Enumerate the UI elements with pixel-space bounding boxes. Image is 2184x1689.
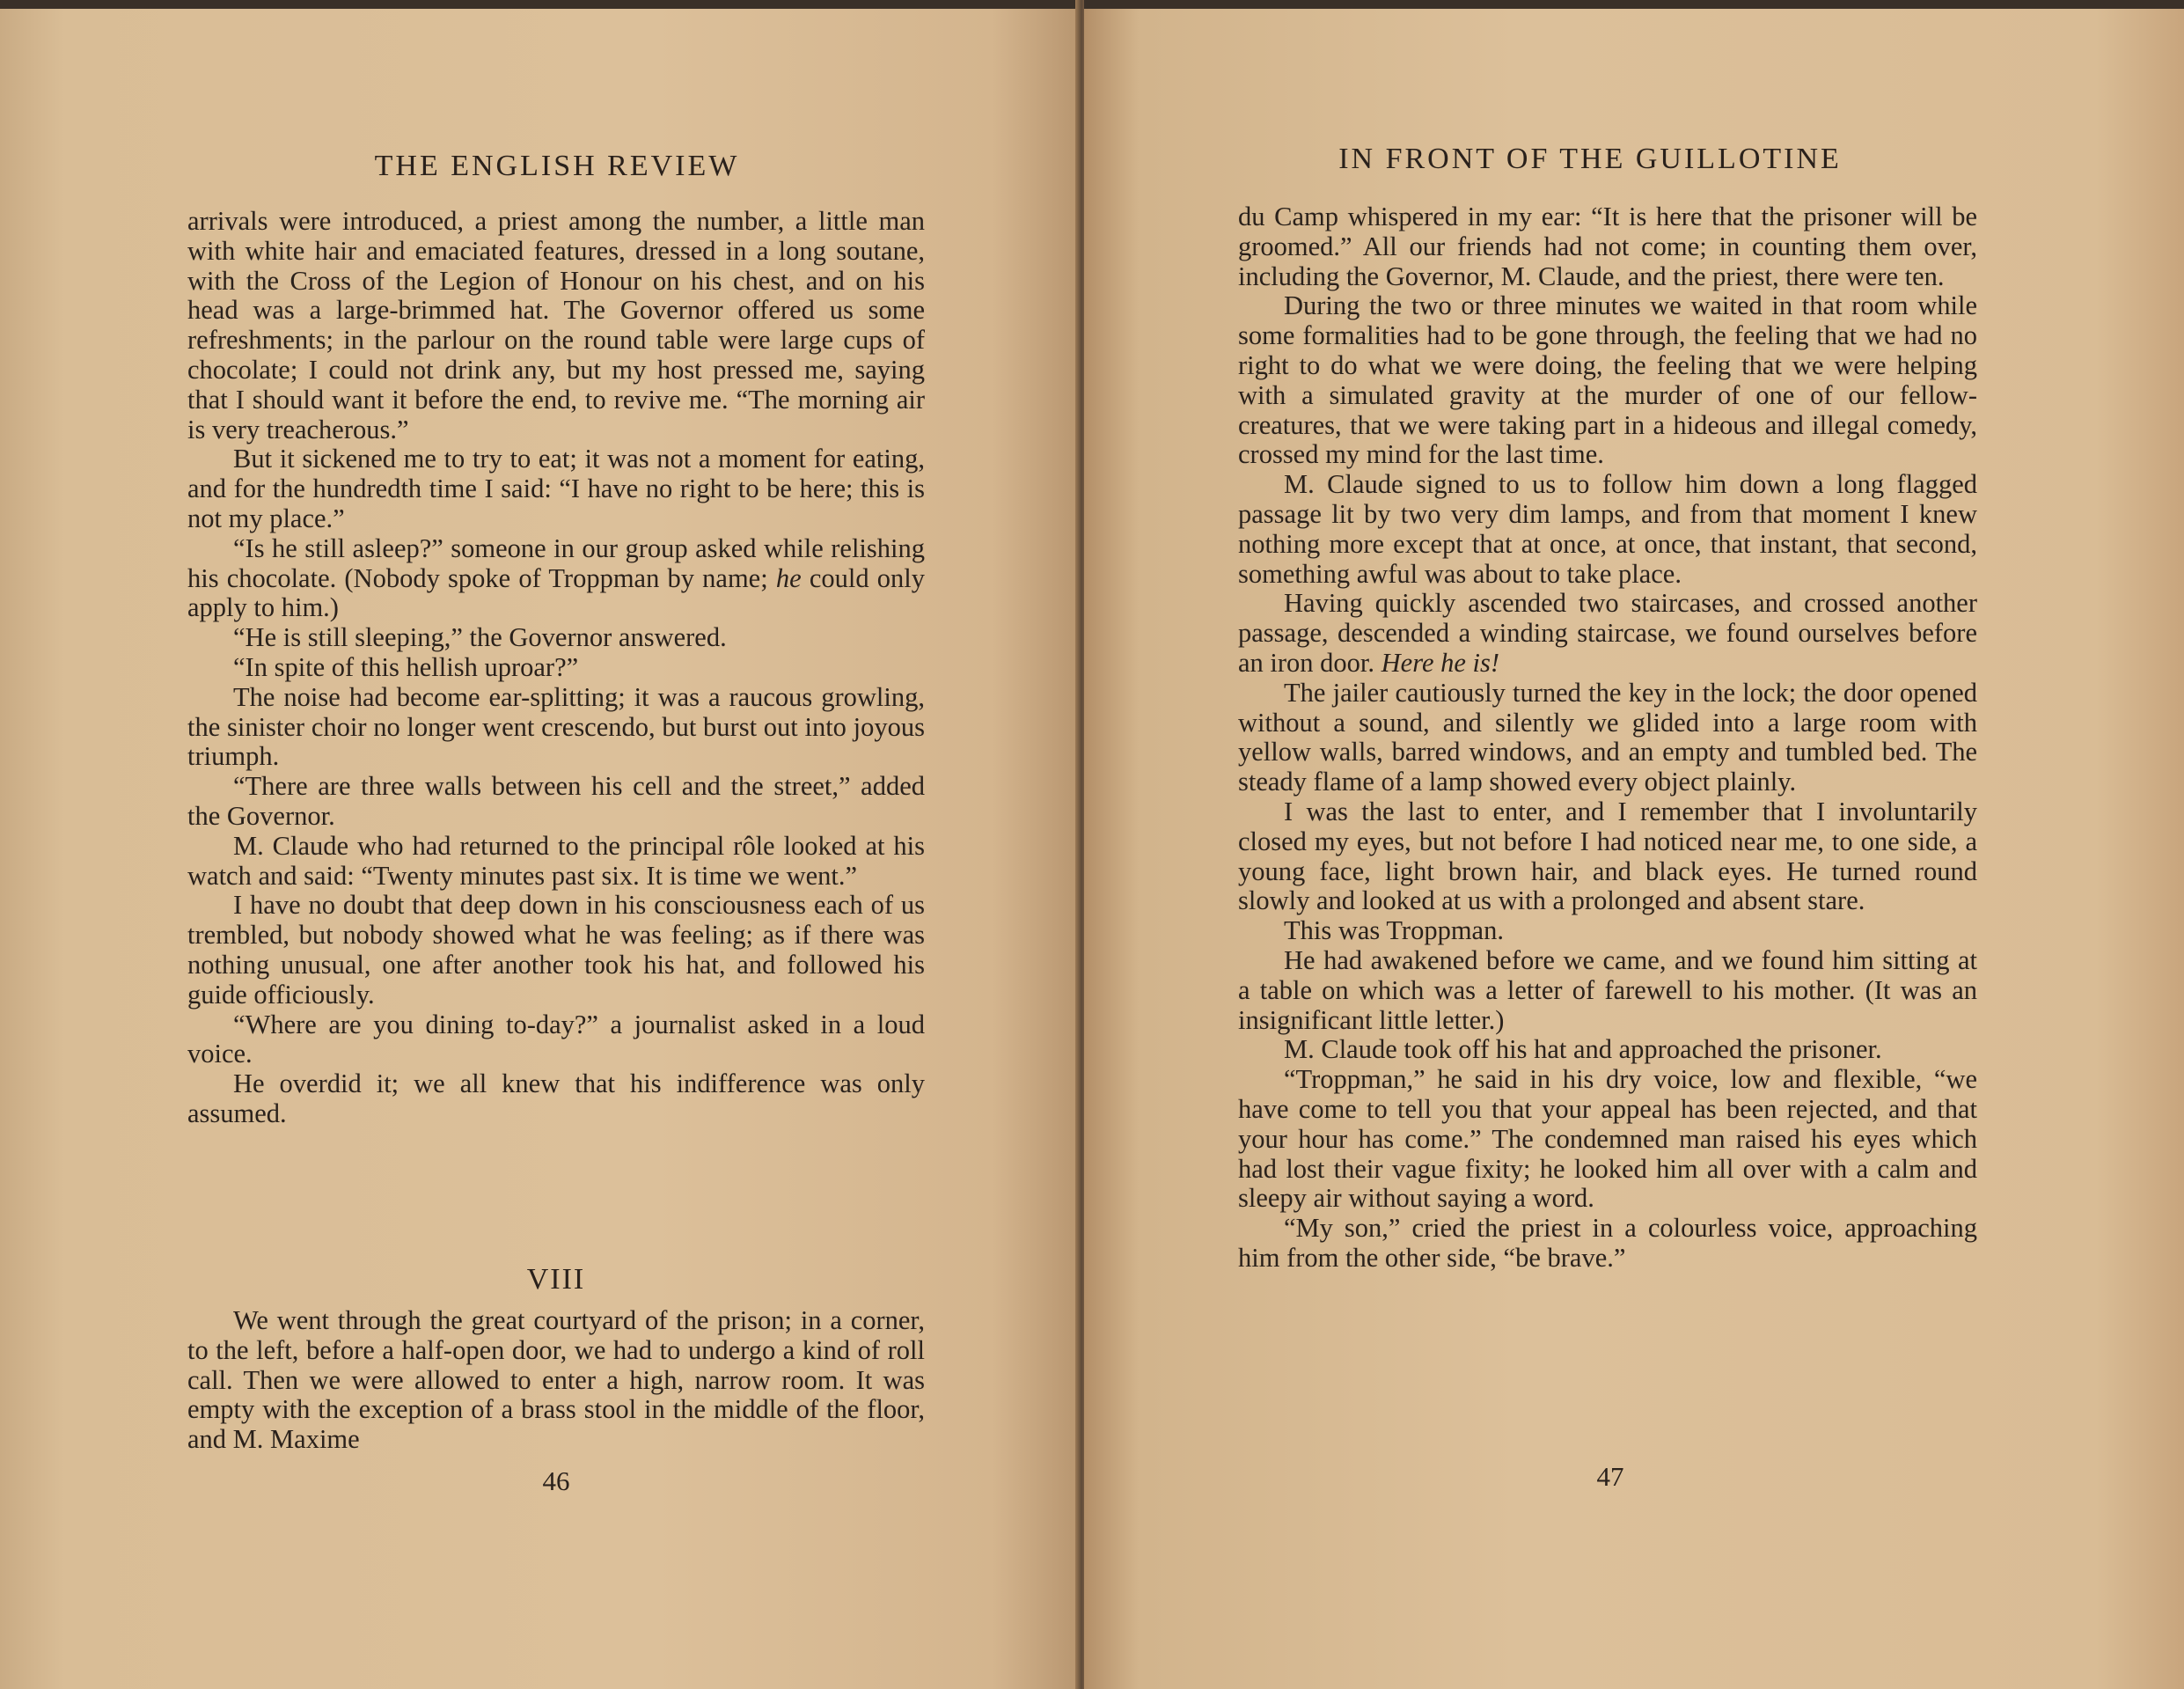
paragraph: “He is still sleeping,” the Governor answered. [233, 622, 727, 653]
paragraph [1238, 589, 1977, 678]
paragraph: This was Troppman. [1284, 915, 1504, 946]
paragraph [187, 534, 925, 623]
section-heading: VIII [526, 1263, 586, 1296]
paragraph: I have no doubt that deep down in his consciousness each of us trembled, but nobody showed what he was feeling; as if there was nothing unusual, one after another took his hat, and followed his guide officiously. [187, 890, 925, 1010]
paragraph-text: could only apply to him.) [187, 562, 925, 623]
paragraph: The noise had become ear-splitting; it was a raucous growling, the sinister choir no longer went crescendo, but burst out into joyous triumph. [187, 681, 925, 772]
paragraph: M. Claude signed to us to follow him down a long flagged passage lit by two very dim lamps, and from that moment I knew nothing more except that at once, at once, that instant, that second, something awful was about to take place. [1238, 469, 1977, 589]
paragraph: “Where are you dining to-day?” a journalist asked in a loud voice. [187, 1009, 925, 1069]
paragraph: arrivals were introduced, a priest among the number, a little man with white hair and emaciated features, dressed in a long soutane, with the Cross of the Legion of Honour on his chest, and on his head was a large-brimmed hat. The Governor offered us some refreshments; in the parlour on the round table were large cups of chocolate; I could not drink any, but my host pressed me, saying that I should want it before the end, to revive me. “The morning air is very treacherous.” [187, 206, 925, 444]
paragraph: He overdid it; we all knew that his indifference was only assumed. [187, 1068, 925, 1128]
right-page [1084, 0, 2184, 1689]
page-number: 47 [1596, 1461, 1624, 1492]
italic-text: he [775, 562, 802, 593]
paragraph: I was the last to enter, and I remember that I involuntarily closed my eyes, but not before I had noticed near me, to one side, a young face, light brown hair, and black eyes. He turned round slowly and looked at us with a prolonged and absent stare. [1238, 796, 1977, 916]
right-page-body [1238, 202, 1977, 1274]
paragraph: But it sickened me to try to eat; it was not a moment for eating, and for the hundredth time I said: “I have no right to be here; this is not my place.” [187, 444, 925, 533]
paragraph: The jailer cautiously turned the key in the lock; the door opened without a sound, and silently we glided into a large room with yellow walls, barred windows, and an empty and tumbled bed. The steady flame of a lamp showed every object plainly. [1238, 677, 1977, 797]
left-page [0, 0, 1078, 1689]
paragraph-text: Having quickly ascended two staircases, and crossed another passage, descended a winding staircase, we found ourselves before an iron door. [1238, 588, 1977, 678]
paragraph: “There are three walls between his cell and the street,” added the Governor. [187, 771, 925, 831]
left-page-body-section [187, 1306, 925, 1455]
paragraph: During the two or three minutes we waited in that room while some formalities had to be gone through, the feeling that we had no right to do what we were doing, the feeling that we were helping with a simulated gravity at the murder of one of our fellow-creatures, that we were taking part in a hideous and illegal comedy, crossed my mind for the last time. [1238, 290, 1977, 470]
italic-text: Here he is! [1381, 647, 1500, 678]
paragraph: We went through the great courtyard of the prison; in a corner, to the left, before a half-open door, we had to undergo a kind of roll call. Then we were allowed to enter a high, narrow room. It was empty with the exception of a brass stool in the middle of the floor, and M. Maxime [187, 1305, 925, 1455]
left-running-head: THE ENGLISH REVIEW [374, 150, 740, 182]
paragraph: “Troppman,” he said in his dry voice, low and flexible, “we have come to tell you that your appeal has been rejected, and that your hour has come.” The condemned man raised his eyes which had lost their vague fixity; he looked him all over with a calm and sleepy air without saying a word. [1238, 1064, 1977, 1214]
paragraph: du Camp whispered in my ear: “It is here that the prisoner will be groomed.” All our friends had not come; in counting them over, including the Governor, M. Claude, and the priest, there were ten. [1238, 202, 1977, 291]
left-page-body [187, 207, 925, 1129]
paragraph: “In spite of this hellish uproar?” [233, 651, 579, 682]
paragraph: M. Claude who had returned to the principal rôle looked at his watch and said: “Twenty minutes past six. It is time we went.” [187, 830, 925, 891]
right-running-head: IN FRONT OF THE GUILLOTINE [1338, 143, 1842, 175]
paragraph: He had awakened before we came, and we found him sitting at a table on which was a letter of farewell to his mother. (It was an insignificant little letter.) [1238, 944, 1977, 1035]
paragraph: “My son,” cried the priest in a colourless voice, approaching him from the other side, “be brave.” [1238, 1213, 1977, 1273]
paragraph-text: “Is he still asleep?” someone in our group asked while relishing his chocolate. (Nobody spoke of Troppman by name; [187, 532, 925, 593]
paragraph: M. Claude took off his hat and approached the prisoner. [1284, 1034, 1882, 1065]
page-number: 46 [542, 1465, 570, 1496]
